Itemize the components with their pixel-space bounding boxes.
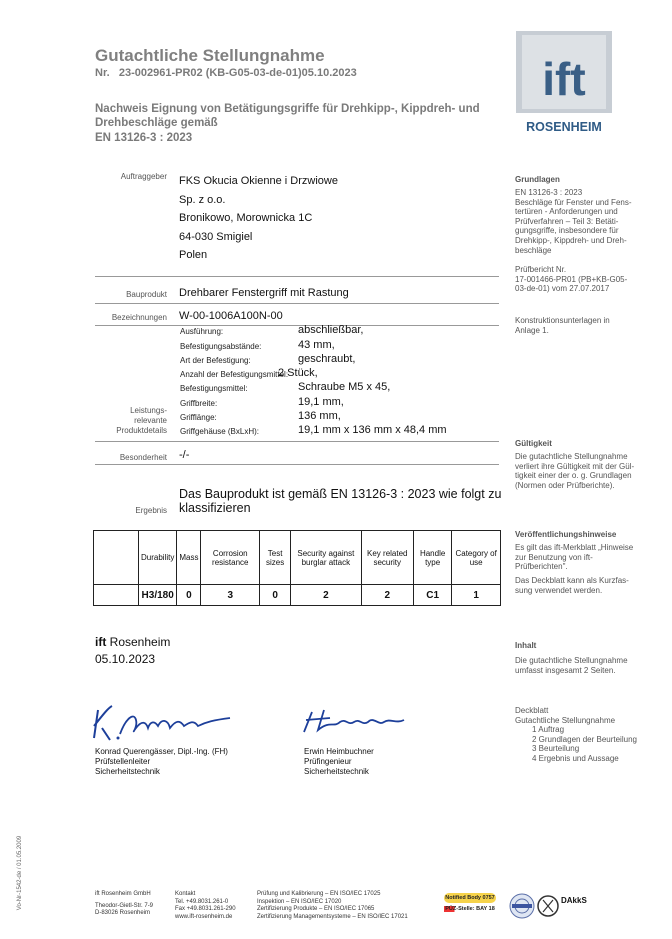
footer-line: www.ift-rosenheim.de xyxy=(175,913,233,920)
logo-text: ift xyxy=(542,53,586,105)
footer-address xyxy=(95,891,153,918)
classification-table xyxy=(93,530,501,606)
client-line: FKS Okucia Okienne i Drzwiowe xyxy=(179,175,338,187)
sidebar-line: Die gutachtliche Stellungnahme xyxy=(515,656,628,665)
nr-value: 23-002961-PR02 (KB-G05-03-de-01)05.10.2023 xyxy=(118,67,357,79)
detail-key: Ausführung: xyxy=(180,327,224,336)
detail-value: abschließbar, xyxy=(298,324,364,336)
sidebar-line: Beschläge für Fenster und Fens- xyxy=(515,197,632,207)
date: 05.10.2023 xyxy=(95,652,156,666)
sidebar-line: 17-001466-PR01 (PB+KB-G05- xyxy=(515,274,628,284)
toc-line: Deckblatt xyxy=(515,706,549,715)
special-value: -/- xyxy=(179,449,190,461)
nr-label: Nr. xyxy=(95,67,110,79)
client-line: Bronikowo, Morownicka 1C xyxy=(179,212,313,224)
detail-value: 43 mm, xyxy=(298,339,335,351)
product-label: Bauprodukt xyxy=(126,290,167,299)
sidebar-docs xyxy=(515,316,655,335)
client-line: 64-030 Smigiel xyxy=(179,230,253,243)
sidebar-line: Anlage 1. xyxy=(515,325,549,335)
table-header: Security against burglar attack xyxy=(291,531,361,585)
table-cell: 0 xyxy=(177,585,201,606)
sidebar-toc xyxy=(515,706,655,764)
table-header: Durability xyxy=(139,531,177,585)
signature-querengasser xyxy=(90,698,240,753)
detail-key: Art der Befestigung: xyxy=(180,356,251,365)
sidebar-line: Prüfberichten". xyxy=(515,562,568,572)
signer-1 xyxy=(95,747,228,777)
sidebar-line: zur Benutzung von ift- xyxy=(515,552,593,562)
sidebar-line: EN 13126-3 : 2023 xyxy=(515,188,583,197)
divider xyxy=(95,464,499,465)
detail-value: 2 Stück, xyxy=(278,367,318,379)
detail-value: Schraube M5 x 45, xyxy=(298,381,391,393)
table-header: Mass xyxy=(177,531,201,585)
divider xyxy=(95,441,499,442)
divider xyxy=(95,325,499,326)
table-cell: 2 xyxy=(361,585,413,606)
divider xyxy=(95,303,499,304)
dakks-text: DAkkS xyxy=(561,896,587,905)
sidebar-validity-heading: Gültigkeit xyxy=(515,439,552,448)
table-cell: 0 xyxy=(260,585,291,606)
signature-heimbuchner xyxy=(300,706,420,741)
footer-line: ift Rosenheim GmbH xyxy=(95,891,151,897)
place xyxy=(95,635,170,649)
sidebar-publish-2 xyxy=(515,576,655,595)
result-text: Das Bauprodukt ist gemäß EN 13126-3 : 2023 wie folgt zu klassifizieren xyxy=(179,487,502,515)
detail-value: geschraubt, xyxy=(298,353,356,365)
client-label: Auftraggeber xyxy=(120,172,167,181)
details-label: Leistungs- relevante Produktdetails xyxy=(116,406,167,435)
accreditation-seal-icon xyxy=(508,893,536,924)
sidebar-line: tertüren - Anforderungen und xyxy=(515,207,618,217)
sidebar-line: Konstruktionsunterlagen in xyxy=(515,316,610,325)
sidebar-validity xyxy=(515,452,655,490)
logo-city: ROSENHEIM xyxy=(526,120,602,134)
table-header: Category of use xyxy=(452,531,501,585)
signer-role: Prüfingenieur xyxy=(304,757,352,766)
standard-heading: EN 13126-3 : 2023 xyxy=(95,132,193,144)
detail-value: 136 mm, xyxy=(298,410,341,422)
signer-role: Sicherheitstechnik xyxy=(95,767,160,776)
signer-role: Sicherheitstechnik xyxy=(304,767,369,776)
detail-key: Griffgehäuse (BxLxH): xyxy=(180,427,259,436)
detail-key: Griffbreite: xyxy=(180,399,218,408)
designation-label: Bezeichnungen xyxy=(111,313,167,322)
table-header: Handle type xyxy=(413,531,451,585)
footer-line: Zertifizierung Managementsysteme – EN ISO/IEC 17021 xyxy=(257,913,408,920)
form-number: Vo-Nr-1542-de / 01.05.2009 xyxy=(17,835,23,911)
detail-key: Befestigungsmittel: xyxy=(180,384,248,393)
proof-heading: Nachweis Eignung von Betätigungsgriffe für Drehkipp-, Kippdreh- und Drehbeschläge gemäß xyxy=(95,103,480,129)
detail-key: Befestigungsabstände: xyxy=(180,342,262,351)
table-blank-cell xyxy=(94,531,139,585)
client-line: Polen xyxy=(179,249,208,261)
footer-line: D-83026 Rosenheim xyxy=(95,910,151,916)
client-line: Sp. z o.o. xyxy=(179,193,226,206)
footer-line: Tel. +49.8031.261-0 xyxy=(175,898,229,905)
table-header: Test sizes xyxy=(260,531,291,585)
sidebar-publish xyxy=(515,543,655,572)
sidebar-line: Es gilt das ift-Merkblatt „Hinweise xyxy=(515,543,634,552)
footer-line: Theodor-Gietl-Str. 7-9 xyxy=(95,902,154,909)
table-cell: 1 xyxy=(452,585,501,606)
table-cell: 2 xyxy=(291,585,361,606)
sidebar-content xyxy=(515,656,655,675)
detail-key: Anzahl der Befestigungsmittel: xyxy=(180,370,289,379)
signer-name: Erwin Heimbuchner xyxy=(304,747,374,756)
sidebar-line: Die gutachtliche Stellungnahme xyxy=(515,452,628,461)
result-label: Ergebnis xyxy=(135,506,167,515)
toc-line: 2 Grundlagen der Beurteilung xyxy=(532,734,637,744)
ift-logo xyxy=(516,31,612,137)
toc-line: 3 Beurteilung xyxy=(532,744,580,754)
table-cell: C1 xyxy=(413,585,451,606)
table-header: Key related security xyxy=(361,531,413,585)
sidebar-line: Prüfbericht Nr. xyxy=(515,265,567,274)
dakks-logo xyxy=(537,892,597,920)
detail-value: 19,1 mm x 136 mm x 48,4 mm xyxy=(298,424,447,436)
footer-accreditations xyxy=(257,891,408,921)
sidebar-line: (Normen oder Prüfberichte). xyxy=(515,480,615,490)
sidebar-line: beschläge xyxy=(515,245,552,255)
designation-value: W-00-1006A100N-00 xyxy=(179,310,283,322)
signer-name: Konrad Querengässer, Dipl.-Ing. (FH) xyxy=(95,747,228,756)
sidebar-line: tigkeit einer der o. g. Grundlagen xyxy=(515,471,632,481)
notified-body-badge xyxy=(444,893,496,919)
document-number xyxy=(95,67,357,79)
place-org-bold: ift xyxy=(95,635,107,649)
sidebar-line: Drehkipp-, Kippdreh- und Dreh- xyxy=(515,235,627,245)
sidebar-publish-heading: Veröffentlichungshinweise xyxy=(515,530,617,539)
sidebar-line: Das Deckblatt kann als Kurzfas- xyxy=(515,576,629,585)
product-value: Drehbarer Fenstergriff mit Rastung xyxy=(179,287,349,299)
client-address xyxy=(179,172,338,265)
footer-line: Zertifizierung Produkte – EN ISO/IEC 17065 xyxy=(257,906,375,912)
footer-line: Inspektion – EN ISO/IEC 17020 xyxy=(257,898,342,905)
sidebar-line: verliert ihre Gültigkeit mit der Gül- xyxy=(515,461,635,471)
sidebar-line: 03-de-01) vom 27.07.2017 xyxy=(515,284,610,294)
sidebar-content-heading: Inhalt xyxy=(515,641,537,650)
sidebar-report xyxy=(515,265,655,294)
detail-value: 19,1 mm, xyxy=(298,396,344,408)
signer-role: Prüfstellenleiter xyxy=(95,757,151,766)
divider xyxy=(95,276,499,277)
sidebar-basics-heading: Grundlagen xyxy=(515,175,560,184)
sidebar-basics xyxy=(515,188,655,255)
special-label: Besonderheit xyxy=(119,453,167,462)
toc-line: 4 Ergebnis und Aussage xyxy=(532,753,619,763)
sidebar-line: gungsgriffe, insbesondere für xyxy=(515,226,619,236)
footer-line: Prüfung und Kalibrierung – EN ISO/IEC 17025 xyxy=(257,891,381,897)
table-cell: 3 xyxy=(201,585,260,606)
detail-key: Grifflänge: xyxy=(180,413,217,422)
table-cell: H3/180 xyxy=(139,585,177,606)
footer-line: Kontakt xyxy=(175,891,196,897)
footer-line: Fax +49.8031.261-290 xyxy=(175,906,236,912)
table-blank-cell xyxy=(94,585,139,606)
sidebar-line: sung verwendet werden. xyxy=(515,585,603,595)
toc-line: 1 Auftrag xyxy=(532,725,565,735)
place-org-rest: Rosenheim xyxy=(106,635,171,649)
sidebar-line: umfasst insgesamt 2 Seiten. xyxy=(515,665,616,675)
sidebar-line: Prüfverfahren – Teil 3: Betäti- xyxy=(515,216,619,226)
document-title: Gutachtliche Stellungnahme xyxy=(95,46,325,65)
nb-label: Notified Body 0757 xyxy=(445,895,495,901)
puez-label: PÜZ-Stelle: BAY 18 xyxy=(445,906,495,912)
toc-line: Gutachtliche Stellungnahme xyxy=(515,715,616,725)
footer-contact xyxy=(175,891,236,921)
signer-2 xyxy=(304,747,374,777)
table-header: Corrosion resistance xyxy=(201,531,260,585)
